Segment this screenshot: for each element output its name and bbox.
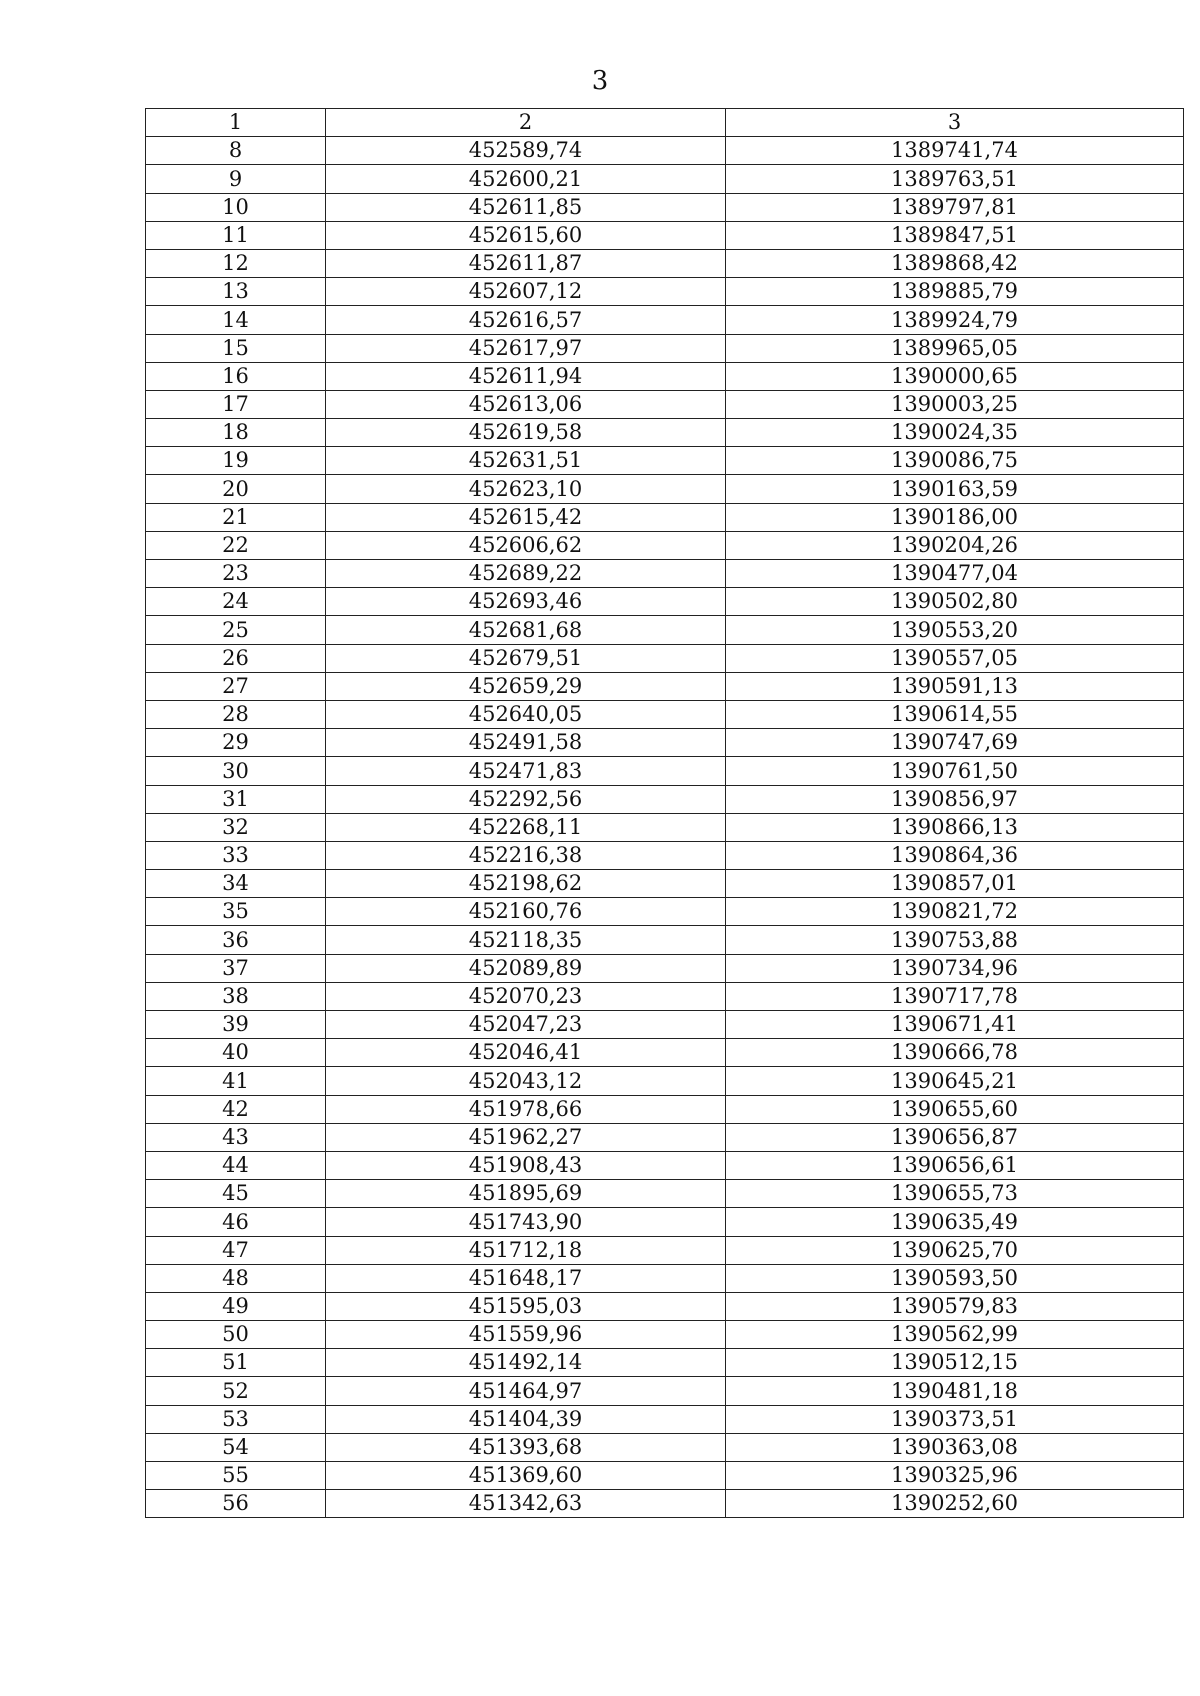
x-coordinate-cell: 452619,58 [326, 419, 726, 447]
point-number-cell: 19 [146, 447, 326, 475]
point-number-cell: 54 [146, 1433, 326, 1461]
point-number-cell: 33 [146, 841, 326, 869]
point-number-cell: 30 [146, 757, 326, 785]
y-coordinate-cell: 1390864,36 [726, 841, 1184, 869]
x-coordinate-cell: 451559,96 [326, 1321, 726, 1349]
y-coordinate-cell: 1390000,65 [726, 362, 1184, 390]
x-coordinate-cell: 452118,35 [326, 926, 726, 954]
coordinates-table-body [146, 109, 1184, 1518]
table-row [146, 1264, 1184, 1292]
x-coordinate-cell: 451404,39 [326, 1405, 726, 1433]
x-coordinate-cell: 452617,97 [326, 334, 726, 362]
x-coordinate-cell: 452640,05 [326, 700, 726, 728]
table-row [146, 306, 1184, 334]
point-number-cell: 32 [146, 813, 326, 841]
point-number-cell: 55 [146, 1462, 326, 1490]
y-coordinate-cell: 1389885,79 [726, 278, 1184, 306]
point-number-cell: 46 [146, 1208, 326, 1236]
point-number-cell: 42 [146, 1095, 326, 1123]
x-coordinate-cell: 451393,68 [326, 1433, 726, 1461]
table-row [146, 1377, 1184, 1405]
table-row [146, 841, 1184, 869]
point-number-cell: 18 [146, 419, 326, 447]
y-coordinate-cell: 1390655,60 [726, 1095, 1184, 1123]
table-row [146, 1236, 1184, 1264]
point-number-cell: 26 [146, 644, 326, 672]
table-row [146, 926, 1184, 954]
x-coordinate-cell: 452611,87 [326, 249, 726, 277]
x-coordinate-cell: 452681,68 [326, 616, 726, 644]
x-coordinate-cell: 451342,63 [326, 1490, 726, 1518]
x-coordinate-cell: 451895,69 [326, 1180, 726, 1208]
y-coordinate-cell: 1390477,04 [726, 560, 1184, 588]
y-coordinate-cell: 1390747,69 [726, 729, 1184, 757]
x-coordinate-cell: 451464,97 [326, 1377, 726, 1405]
point-number-cell: 28 [146, 700, 326, 728]
x-coordinate-cell: 452611,85 [326, 193, 726, 221]
point-number-cell: 12 [146, 249, 326, 277]
point-number-cell: 17 [146, 390, 326, 418]
x-coordinate-cell: 452623,10 [326, 475, 726, 503]
x-coordinate-cell: 452606,62 [326, 531, 726, 559]
point-number-cell: 45 [146, 1180, 326, 1208]
x-coordinate-cell: 451369,60 [326, 1462, 726, 1490]
y-coordinate-cell: 1390481,18 [726, 1377, 1184, 1405]
y-coordinate-cell: 1390557,05 [726, 644, 1184, 672]
table-row [146, 1123, 1184, 1151]
table-row [146, 475, 1184, 503]
table-row [146, 672, 1184, 700]
y-coordinate-cell: 1390734,96 [726, 954, 1184, 982]
y-coordinate-cell: 1390856,97 [726, 785, 1184, 813]
point-number-cell: 20 [146, 475, 326, 503]
table-row [146, 1292, 1184, 1320]
y-coordinate-cell: 1390579,83 [726, 1292, 1184, 1320]
y-coordinate-cell: 1390003,25 [726, 390, 1184, 418]
x-coordinate-cell: 452070,23 [326, 982, 726, 1010]
table-row [146, 137, 1184, 165]
table-row [146, 278, 1184, 306]
y-coordinate-cell: 1390761,50 [726, 757, 1184, 785]
point-number-cell: 29 [146, 729, 326, 757]
point-number-cell: 53 [146, 1405, 326, 1433]
y-coordinate-cell: 1390614,55 [726, 700, 1184, 728]
y-coordinate-cell: 1390512,15 [726, 1349, 1184, 1377]
y-coordinate-cell: 1389797,81 [726, 193, 1184, 221]
y-coordinate-cell: 1390656,87 [726, 1123, 1184, 1151]
point-number-cell: 38 [146, 982, 326, 1010]
table-row [146, 1490, 1184, 1518]
point-number-cell: 21 [146, 503, 326, 531]
point-number-cell: 52 [146, 1377, 326, 1405]
y-coordinate-cell: 1390593,50 [726, 1264, 1184, 1292]
y-coordinate-cell: 1390753,88 [726, 926, 1184, 954]
y-coordinate-cell: 1390502,80 [726, 588, 1184, 616]
table-row [146, 419, 1184, 447]
point-number-cell: 16 [146, 362, 326, 390]
table-row [146, 1433, 1184, 1461]
table-row [146, 757, 1184, 785]
x-coordinate-cell: 452216,38 [326, 841, 726, 869]
table-row [146, 1462, 1184, 1490]
table-row [146, 1095, 1184, 1123]
y-coordinate-cell: 1390717,78 [726, 982, 1184, 1010]
point-number-cell: 39 [146, 1011, 326, 1039]
x-coordinate-cell: 451492,14 [326, 1349, 726, 1377]
y-coordinate-cell: 1390645,21 [726, 1067, 1184, 1095]
point-number-cell: 25 [146, 616, 326, 644]
y-coordinate-cell: 1389868,42 [726, 249, 1184, 277]
y-coordinate-cell: 1390163,59 [726, 475, 1184, 503]
table-row [146, 1039, 1184, 1067]
point-number-cell: 22 [146, 531, 326, 559]
point-number-cell: 15 [146, 334, 326, 362]
y-coordinate-cell: 1389924,79 [726, 306, 1184, 334]
x-coordinate-cell: 451908,43 [326, 1151, 726, 1179]
y-coordinate-cell: 1390373,51 [726, 1405, 1184, 1433]
y-coordinate-cell: 1389763,51 [726, 165, 1184, 193]
y-coordinate-cell: 1390821,72 [726, 898, 1184, 926]
table-row [146, 898, 1184, 926]
y-coordinate-cell: 1390325,96 [726, 1462, 1184, 1490]
x-coordinate-cell: 452198,62 [326, 870, 726, 898]
y-coordinate-cell: 1389741,74 [726, 137, 1184, 165]
table-row [146, 1405, 1184, 1433]
point-number-cell: 37 [146, 954, 326, 982]
table-header-row [146, 109, 1184, 137]
table-row [146, 813, 1184, 841]
point-number-cell: 48 [146, 1264, 326, 1292]
x-coordinate-cell: 452679,51 [326, 644, 726, 672]
point-number-cell: 13 [146, 278, 326, 306]
table-row [146, 503, 1184, 531]
page-number-text: 3 [591, 66, 609, 96]
y-coordinate-cell: 1390024,35 [726, 419, 1184, 447]
header-cell-x: 2 [326, 109, 726, 137]
x-coordinate-cell: 452089,89 [326, 954, 726, 982]
table-row [146, 1321, 1184, 1349]
point-number-cell: 41 [146, 1067, 326, 1095]
point-number-cell: 43 [146, 1123, 326, 1151]
x-coordinate-cell: 451648,17 [326, 1264, 726, 1292]
table-row [146, 588, 1184, 616]
x-coordinate-cell: 451595,03 [326, 1292, 726, 1320]
y-coordinate-cell: 1390635,49 [726, 1208, 1184, 1236]
point-number-cell: 35 [146, 898, 326, 926]
y-coordinate-cell: 1390086,75 [726, 447, 1184, 475]
table-row [146, 531, 1184, 559]
x-coordinate-cell: 452615,42 [326, 503, 726, 531]
point-number-cell: 27 [146, 672, 326, 700]
x-coordinate-cell: 452693,46 [326, 588, 726, 616]
x-coordinate-cell: 452160,76 [326, 898, 726, 926]
table-row [146, 1180, 1184, 1208]
point-number-cell: 31 [146, 785, 326, 813]
y-coordinate-cell: 1390363,08 [726, 1433, 1184, 1461]
point-number-cell: 50 [146, 1321, 326, 1349]
point-number-cell: 40 [146, 1039, 326, 1067]
y-coordinate-cell: 1390204,26 [726, 531, 1184, 559]
x-coordinate-cell: 452611,94 [326, 362, 726, 390]
x-coordinate-cell: 452047,23 [326, 1011, 726, 1039]
y-coordinate-cell: 1389847,51 [726, 221, 1184, 249]
x-coordinate-cell: 452613,06 [326, 390, 726, 418]
x-coordinate-cell: 452491,58 [326, 729, 726, 757]
x-coordinate-cell: 451962,27 [326, 1123, 726, 1151]
table-row [146, 644, 1184, 672]
x-coordinate-cell: 452607,12 [326, 278, 726, 306]
table-row [146, 447, 1184, 475]
y-coordinate-cell: 1390666,78 [726, 1039, 1184, 1067]
x-coordinate-cell: 452589,74 [326, 137, 726, 165]
x-coordinate-cell: 451743,90 [326, 1208, 726, 1236]
point-number-cell: 9 [146, 165, 326, 193]
table-row [146, 221, 1184, 249]
point-number-cell: 14 [146, 306, 326, 334]
y-coordinate-cell: 1389965,05 [726, 334, 1184, 362]
x-coordinate-cell: 452600,21 [326, 165, 726, 193]
point-number-cell: 47 [146, 1236, 326, 1264]
coordinates-table [145, 108, 1184, 1518]
table-row [146, 1151, 1184, 1179]
x-coordinate-cell: 452471,83 [326, 757, 726, 785]
table-row [146, 362, 1184, 390]
table-row [146, 870, 1184, 898]
table-row [146, 785, 1184, 813]
y-coordinate-cell: 1390671,41 [726, 1011, 1184, 1039]
header-cell-y: 3 [726, 109, 1184, 137]
y-coordinate-cell: 1390656,61 [726, 1151, 1184, 1179]
x-coordinate-cell: 451978,66 [326, 1095, 726, 1123]
point-number-cell: 36 [146, 926, 326, 954]
point-number-cell: 8 [146, 137, 326, 165]
x-coordinate-cell: 452268,11 [326, 813, 726, 841]
x-coordinate-cell: 452043,12 [326, 1067, 726, 1095]
table-row [146, 1067, 1184, 1095]
header-cell-point: 1 [146, 109, 326, 137]
table-row [146, 1011, 1184, 1039]
x-coordinate-cell: 452689,22 [326, 560, 726, 588]
table-row [146, 165, 1184, 193]
table-row [146, 616, 1184, 644]
y-coordinate-cell: 1390553,20 [726, 616, 1184, 644]
x-coordinate-cell: 452292,56 [326, 785, 726, 813]
point-number-cell: 56 [146, 1490, 326, 1518]
table-row [146, 249, 1184, 277]
x-coordinate-cell: 452615,60 [326, 221, 726, 249]
x-coordinate-cell: 452631,51 [326, 447, 726, 475]
y-coordinate-cell: 1390186,00 [726, 503, 1184, 531]
point-number-cell: 51 [146, 1349, 326, 1377]
point-number-cell: 24 [146, 588, 326, 616]
point-number-cell: 23 [146, 560, 326, 588]
table-row [146, 390, 1184, 418]
y-coordinate-cell: 1390655,73 [726, 1180, 1184, 1208]
table-row [146, 560, 1184, 588]
y-coordinate-cell: 1390591,13 [726, 672, 1184, 700]
table-row [146, 334, 1184, 362]
point-number-cell: 11 [146, 221, 326, 249]
table-row [146, 193, 1184, 221]
x-coordinate-cell: 452616,57 [326, 306, 726, 334]
table-row [146, 1208, 1184, 1236]
page-number [0, 66, 1200, 96]
point-number-cell: 49 [146, 1292, 326, 1320]
y-coordinate-cell: 1390252,60 [726, 1490, 1184, 1518]
table-row [146, 1349, 1184, 1377]
x-coordinate-cell: 452659,29 [326, 672, 726, 700]
point-number-cell: 34 [146, 870, 326, 898]
table-row [146, 729, 1184, 757]
x-coordinate-cell: 451712,18 [326, 1236, 726, 1264]
y-coordinate-cell: 1390562,99 [726, 1321, 1184, 1349]
y-coordinate-cell: 1390866,13 [726, 813, 1184, 841]
point-number-cell: 10 [146, 193, 326, 221]
point-number-cell: 44 [146, 1151, 326, 1179]
table-row [146, 954, 1184, 982]
table-row [146, 700, 1184, 728]
table-row [146, 982, 1184, 1010]
x-coordinate-cell: 452046,41 [326, 1039, 726, 1067]
y-coordinate-cell: 1390857,01 [726, 870, 1184, 898]
y-coordinate-cell: 1390625,70 [726, 1236, 1184, 1264]
